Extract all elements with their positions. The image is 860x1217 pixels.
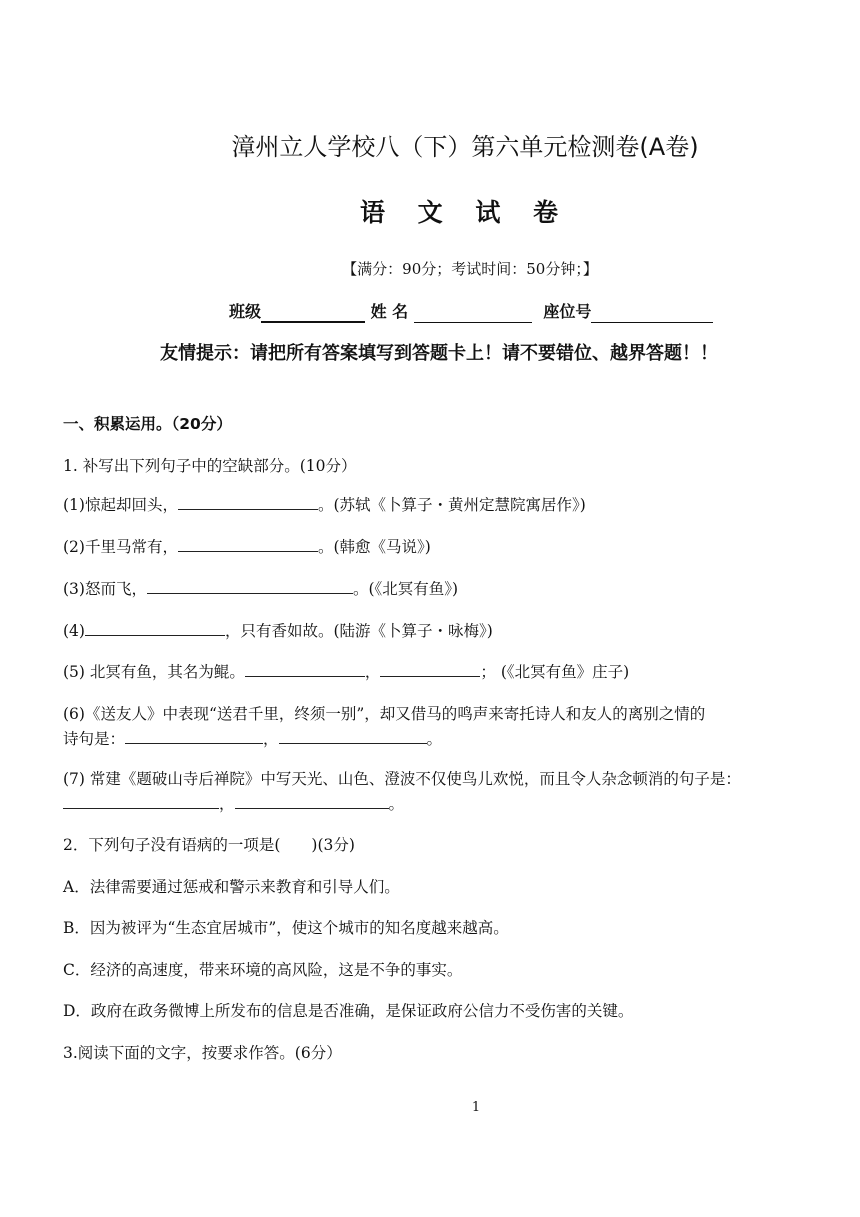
q1-item-7-line-1: (7) 常建《题破山寺后禅院》中写天光、山色、澄波不仅使鸟儿欢悦，而且令人杂念顿消的句子是： [63, 770, 741, 788]
exam-title: 漳州立人学校八（下）第六单元检测卷(A卷) [231, 133, 699, 161]
exam-meta: 【满分：90分；考试时间：50分钟；】 [342, 260, 598, 278]
q1-item-4: (4) ，只有香如故。(陆游《卜算子・咏梅》) [63, 622, 493, 640]
answer-blank[interactable] [85, 621, 225, 636]
q1-item-6-line-1: (6)《送友人》中表现“送君千里，终须一别”，却又借马的鸣声来寄托诗人和友人的离别之情的 [63, 705, 706, 723]
question-3-stem: 3.阅读下面的文字，按要求作答。(6分） [63, 1044, 342, 1062]
section-heading: 一、积累运用。（20分） [63, 415, 232, 433]
answer-blank[interactable] [178, 495, 318, 510]
answer-blank[interactable] [63, 794, 219, 809]
q1-item-6-line-2: 诗句是： ， 。 [63, 730, 443, 748]
q1-item-1: (1)惊起却回头， 。(苏轼《卜算子・黄州定慧院寓居作》) [63, 496, 586, 514]
name-label: 姓 名 [370, 302, 409, 321]
friendly-tip: 友情提示：请把所有答案填写到答题卡上！请不要错位、越界答题！！ [160, 343, 718, 364]
answer-blank[interactable] [125, 729, 263, 744]
class-label: 班级 [229, 302, 262, 321]
question-2-stem: 2．下列句子没有语病的一项是( )(3分) [63, 836, 355, 854]
class-field[interactable] [261, 305, 365, 323]
exam-subtitle: 语 文 试 卷 [359, 198, 571, 227]
student-info-line [229, 301, 713, 323]
q1-item-7-line-2: ， 。 [63, 794, 404, 814]
q1-item-5: (5) 北冥有鱼，其名为鲲。 ， ； (《北冥有鱼》庄子) [63, 663, 630, 681]
q2-option-b: B．因为被评为“生态宜居城市”，使这个城市的知名度越来越高。 [63, 919, 509, 937]
answer-blank[interactable] [279, 729, 427, 744]
answer-blank[interactable] [245, 662, 365, 677]
seat-field[interactable] [591, 306, 713, 323]
q2-option-d: D．政府在政务微博上所发布的信息是否准确，是保证政府公信力不受伤害的关键。 [63, 1002, 634, 1020]
answer-blank[interactable] [178, 537, 318, 552]
q1-item-2: (2)千里马常有， 。(韩愈《马说》) [63, 538, 431, 556]
answer-blank[interactable] [380, 662, 480, 677]
seat-label: 座位号 [543, 302, 592, 321]
answer-blank[interactable] [235, 794, 389, 809]
q2-option-c: C．经济的高速度，带来环境的高风险，这是不争的事实。 [63, 961, 463, 979]
page-number: 1 [471, 1100, 481, 1115]
answer-blank[interactable] [147, 579, 353, 594]
q1-item-3: (3)怒而飞， 。(《北冥有鱼》) [63, 580, 459, 598]
question-1-stem: 1. 补写出下列句子中的空缺部分。(10分） [63, 457, 357, 475]
name-field[interactable] [414, 306, 532, 323]
q2-option-a: A．法律需要通过惩戒和警示来教育和引导人们。 [63, 878, 400, 896]
